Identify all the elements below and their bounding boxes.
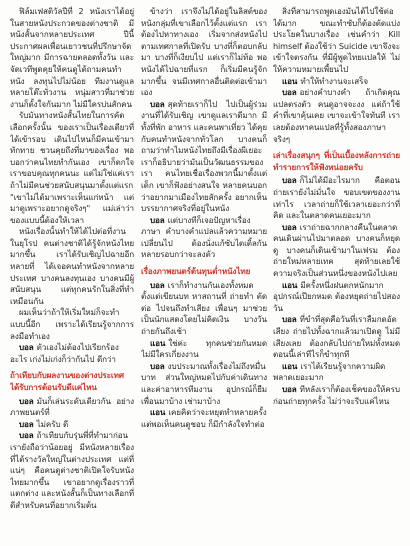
interview-answer: [10, 342, 134, 365]
paragraph-text: รับมันทางหนังสั้นไทยในการคัดเลือกครั้งนั้น ของเราเป็นเรื่องเดียวที่ได้เข้ารอบ เดินไปไหนก็มีคนเข้ามาทักทาย ชวนคุยถึงที่มาของเรื่อง พอบอกว่าคนไทยทำกันเอง เขาก็ตกใจ เราขอบคุณทุกคนนะ แต่ไม่ใช่แค่เรา ถ้าไม่มีคนช่วยสนับสนุนมาตั้งแต่แรก "เขาไม่ได้มาเพราะเห็นแก่หน้า แต่มาดูเพราะอยากดูจริงๆ" แม่เล่าว่าของแบบนี้ต้องให้เวลา: [10, 110, 134, 225]
text-column-right: [273, 6, 400, 542]
paragraph-text: ผมเห็นว่าถ้าให้เริ่มใหม่ก็จะทำแบบนี้อีก เพราะได้เรียนรู้จากการลงมือทำเอง: [10, 307, 134, 341]
paragraph-text: แต่บางทีก็เจอปัญหาเรื่องภาษา คำบางคำแปลแล้วความหมายเปลี่ยนไป ต้องนั่งแก้ซับไตเติ้ลกันหลายรอบกว่าจะลงตัว: [141, 214, 267, 260]
paragraph: [10, 226, 134, 307]
paragraph-text: สิ่งที่สามารถพูดเองมันได้ไปใช้ต่อได้มาก ขณะทำซับก็ต้องตัดแบ่งประโยคในบางเรื่อง เช่นคำว่า Kill himself ต้องใช้ว่า Suicide เขาจึงจะเข้าใจตรงกัน ที่มีผู้พูดไทยแปลให้ ไม่ให้ความหมายเพี้ยนไป: [273, 6, 400, 74]
speaker-label: บอล: [19, 430, 34, 441]
interview-answer: [141, 338, 267, 361]
speaker-label: บอล: [19, 342, 34, 353]
speaker-label: บอล: [19, 418, 34, 429]
paragraph-text: ฟิล์มเฟสติวัลปีที่ 2 หนังเราได้อยู่ในสายหนังประกวดของต่างชาติ มีหนังสั้นจากหลายประเทศ ปีนี้ประกาศผลเพื่อนเยาวชนที่ปรึกษาจัดใหญ่มาก มีการฉายตลอดทั้งวัน และจัดเวทีพูดคุยให้คนดูได้ถามคนทำหนัง ลงทุนไปไม่น้อย ทีมงานดูแลหลายโต๊ะทั่วงาน หนุ่มสาวที่มาช่วยงานก็ตั้งใจกันมาก ไม่มีใครบ่นสักคน: [10, 6, 134, 109]
paragraph: [141, 6, 267, 99]
interview-answer: [141, 407, 267, 430]
interview-answer: [10, 430, 134, 511]
paragraph-text: เราก็ทำงานกันเองทั้งหมด ตั้งแต่เขียนบท หาสถานที่ ถ่ายทำ ตัดต่อ ไปจนถึงทำเสียง เพื่อนๆ มาช่วยเป็นนักแสดงโดยไม่คิดเงิน บางวันถ่ายกันถึงเช้า: [141, 279, 267, 337]
paragraph-text: เคยคิดว่าจะหยุดทำหลายครั้ง แต่พอเห็นคนดูชอบ ก็มีกำลังใจทำต่อ: [141, 407, 267, 429]
section-heading: ถ้าเทียบกับผลงานของต่างประเทศ ได้รับการต้อนรับดีแค่ไหน: [10, 370, 124, 392]
interview-answer: [10, 419, 134, 431]
speaker-label: บอล: [282, 221, 297, 232]
paragraph-text: ทีหลังเราก็ต้องเช็คของให้ครบก่อนถ่ายทุกครั้ง ไม่ว่าจะรีบแค่ไหน: [273, 384, 400, 406]
paragraph-text: ที่ขำที่สุดคือวันที่เราลืมกดอัดเสียง ถ่ายไปทั้งฉากแล้วมาเปิดดู ไม่มีเสียงเลย ต้องกลับไปถ่ายใหม่ทั้งหมด ตอนนี้เล่าทีไรก็ขำทุกที: [273, 314, 400, 360]
speaker-label: แอน: [150, 407, 166, 418]
paragraph: [10, 307, 134, 342]
interview-answer: [273, 361, 400, 384]
interview-answer: [10, 396, 134, 419]
paragraph-text: สุดท้ายเราก็ไป ไปเป็นผู้ร่วมงานที่ได้รับเชิญ เขาดูแลเราดีมาก มีทั้งที่พัก อาหาร และคนพาเที่ยว ได้คุยกับคนทำหนังจากทั่วโลก บางคนก็ถามว่าทำไมหนังไทยถึงมีเรื่องผีเยอะ เราก็อธิบายว่ามันเป็นวัฒนธรรมของเรา คนไทยเชื่อเรื่องพวกนี้มาตั้งแต่เด็ก เขาก็ฟังอย่างสนใจ หลายคนบอกว่าอยากมาเมืองไทยสักครั้ง อยากเห็นบรรยากาศจริงที่อยู่ในหนัง: [141, 98, 267, 214]
paragraph-text: หนังเรื่องนั้นทำให้ได้ไปต่อที่งานในยุโรป คนต่างชาติได้รู้จักหนังไทยมากขึ้น เราได้รับเชิญไปฉายอีกหลายที่ ได้เจอคนทำหนังจากหลายประเทศ บางคนลงทุนเอง บางคนมีผู้สนับสนุน แต่ทุกคนรักในสิ่งที่ทำเหมือนกัน: [10, 226, 134, 306]
paragraph-text: ถ้าเทียบกับรุ่นพี่ที่ทำมาก่อน เรายังถือว่าน้อยอยู่ มีหนังหลายเรื่องที่ได้รางวัลใหญ่ในต่างประเทศ แต่ที่แน่ๆ คือคนดูต่างชาติเปิดใจรับหนังไทยมากขึ้น เขาอยากดูเรื่องราวที่แตกต่าง และหนังสั้นก็เป็นทางเลือกที่ดีสำหรับคนที่อยากเริ่มต้น: [10, 430, 134, 510]
paragraph-text: ตัวเองไม่ต้องไปเรียกร้องอะไร เก่งไม่เก่งก็ว่ากันไป ดีกว่า: [10, 342, 119, 364]
speaker-label: บอล: [150, 360, 165, 371]
paragraph-text: เราได้เรียนรู้จากความผิดพลาดเยอะมาก: [273, 360, 386, 383]
section-heading: เล่าเรื่องสนุกๆ ที่เป็นเบื้องหลังการถ่ายทำรายการให้ฟังหน่อยครับ: [273, 150, 400, 172]
speaker-label: แอน: [282, 75, 298, 86]
interview-answer: [273, 280, 400, 315]
interview-answer: [141, 99, 267, 215]
paragraph-text: เราถ่ายฉากกลางคืนในตลาด คนเดินผ่านไปมาตลอด บางคนก็หยุดดู บางคนก็เดินเข้ามาในเฟรม ต้องถ่ายใหม่หลายเทค สุดท้ายเลยใช้ความจริงเป็นส่วนหนึ่งของหนังไปเลย: [273, 221, 400, 279]
interview-answer: [273, 87, 400, 145]
speaker-label: บอล: [282, 87, 297, 98]
paragraph-text: ทำให้ทำงานจะเสร็จ: [300, 75, 368, 86]
speaker-label: แอน: [150, 337, 166, 348]
paragraph-text: มันก็เล่นระดับเดียวกัน อย่างภาพยนตร์ที่: [10, 395, 134, 418]
speaker-label: แอน: [282, 360, 298, 371]
paragraph-text: ก็ไม่ได้มีอะไรมาก คือตอนถ่ายเรายังไม่มั่นใจ ขอบเขตของงานเท่าไร เวลาถ่ายก็ใช้เวลาเยอะกว่าที่คิด และในตลาดคนเยอะมาก: [273, 175, 400, 221]
paragraph-text: มีครั้งหนึ่งฝนตกหนักมาก อุปกรณ์เปียกหมด ต้องหยุดถ่ายไปสองวัน: [273, 279, 400, 313]
paragraph-text: อย่างคำบางคำ ถ้าเกิดคุณแปลตรงตัว คนดูอาจจะงง แต่ถ้าใช้คำที่เขาคุ้นเคย เขาจะเข้าใจทันที เราเลยต้องหาคนแปลที่รู้ทั้งสองภาษาจริงๆ: [273, 87, 400, 144]
paragraph-text: ใช่ค่ะ ทุกคนช่วยกันหมด ไม่มีใครเกี่ยงงาน: [141, 337, 267, 360]
paragraph: [273, 6, 400, 76]
speaker-label: บอล: [150, 214, 165, 225]
speaker-label: บอล: [282, 175, 297, 186]
speaker-label: แอน: [282, 279, 298, 290]
text-column-left: [10, 6, 134, 542]
speaker-label: บอล: [150, 279, 165, 290]
paragraph-text: ข้างว่า เราจึงไม่ได้อยู่ในลิสต์ของหนังกลุ่มที่เขาเลือกไว้ตั้งแต่แรก เราต้องไปหาทางเอง เริ่มจากส่งหนังไปตามเทศกาลที่เปิดรับ บางที่ก็ตอบกลับมา บางที่ก็เงียบไป แต่เราก็ไม่ท้อ พอหนังได้ไปฉายที่แรก ก็เริ่มมีคนรู้จักมากขึ้น จนมีเทศกาลอื่นติดต่อเข้ามาเอง: [141, 6, 267, 98]
speaker-label: บอล: [150, 98, 165, 109]
paragraph: [10, 110, 134, 226]
paragraph: [10, 6, 134, 110]
speaker-label: บอล: [19, 395, 34, 406]
interview-answer: [141, 215, 267, 261]
interview-answer: [273, 314, 400, 360]
interview-answer: [273, 384, 400, 407]
interview-answer: [141, 280, 267, 338]
interview-answer: [273, 76, 400, 88]
speaker-label: บอล: [282, 314, 297, 325]
interview-answer: [273, 175, 400, 221]
paragraph-text: งบประมาณทั้งเรื่องไม่ถึงหมื่นบาท ส่วนใหญ่หมดไปกับค่าเดินทางและค่าอาหารทีมงาน อุปกรณ์ก็ยืมเพื่อนมาบ้าง เช่ามาบ้าง: [141, 360, 267, 406]
speaker-label: บอล: [282, 384, 297, 394]
interview-answer: [273, 222, 400, 280]
section-heading: เรื่องภาพยนตร์ต้นทุนต่ำหนังไทย: [141, 266, 251, 277]
interview-answer: [141, 361, 267, 407]
text-column-middle: [141, 6, 267, 542]
paragraph-text: ไม่ครับ ดี: [36, 418, 69, 429]
